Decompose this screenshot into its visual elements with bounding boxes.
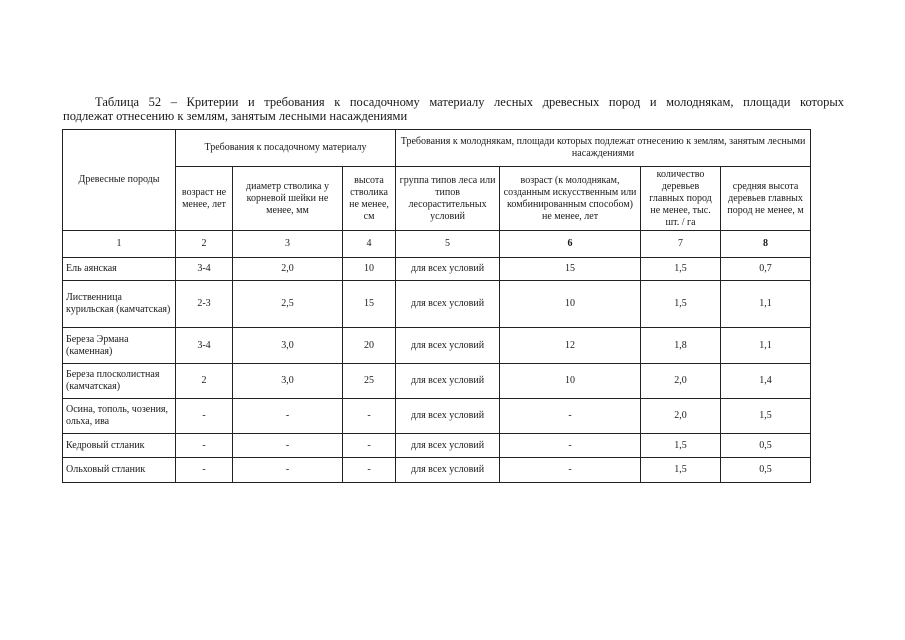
tree-count-cell: 1,5 [641,434,721,458]
header-species: Древесные породы [63,130,176,231]
column-number: 4 [343,231,396,258]
header-height: высота стволика не менее, см [343,167,396,231]
forest-type-cell: для всех условий [396,399,500,434]
young-age-cell: 10 [500,281,641,328]
forest-type-cell: для всех условий [396,434,500,458]
age-cell: - [176,399,233,434]
header-young-stands: Требования к молоднякам, площади которых подлежат отнесению к землям, занятым лесными насаждениями [396,130,811,167]
diameter-cell: 2,5 [233,281,343,328]
diameter-cell: - [233,399,343,434]
header-forest-type: группа типов леса или типов лесорастительных условий [396,167,500,231]
young-age-cell: - [500,458,641,483]
age-cell: 3-4 [176,328,233,364]
header-young-age: возраст (к молоднякам, созданным искусственным или комбинированным способом) не менее, лет [500,167,641,231]
header-planting-material: Требования к посадочному материалу [176,130,396,167]
avg-height-cell: 1,1 [721,281,811,328]
young-age-cell: - [500,399,641,434]
avg-height-cell: 1,4 [721,364,811,399]
table-row [63,328,811,364]
forest-type-cell: для всех условий [396,458,500,483]
column-number: 1 [63,231,176,258]
avg-height-cell: 0,7 [721,258,811,281]
age-cell: 3-4 [176,258,233,281]
height-cell: - [343,458,396,483]
tree-count-cell: 1,5 [641,458,721,483]
table-row [63,364,811,399]
forest-type-cell: для всех условий [396,328,500,364]
avg-height-cell: 1,1 [721,328,811,364]
species-cell: Ольховый стланик [63,458,176,483]
height-cell: 25 [343,364,396,399]
column-number: 3 [233,231,343,258]
table-row [63,281,811,328]
age-cell: 2-3 [176,281,233,328]
height-cell: - [343,434,396,458]
header-diameter: диаметр стволика у корневой шейки не менее, мм [233,167,343,231]
forest-type-cell: для всех условий [396,364,500,399]
avg-height-cell: 0,5 [721,458,811,483]
diameter-cell: - [233,458,343,483]
diameter-cell: 3,0 [233,328,343,364]
young-age-cell: - [500,434,641,458]
species-cell: Ель аянская [63,258,176,281]
column-number: 8 [721,231,811,258]
species-cell: Береза плосколистная (камчатская) [63,364,176,399]
age-cell: - [176,434,233,458]
table-caption [63,95,844,123]
species-cell: Кедровый стланик [63,434,176,458]
species-cell: Береза Эрмана (каменная) [63,328,176,364]
young-age-cell: 15 [500,258,641,281]
header-row-groups [63,130,811,167]
column-number: 5 [396,231,500,258]
diameter-cell: - [233,434,343,458]
height-cell: 20 [343,328,396,364]
column-number: 7 [641,231,721,258]
caption-line-1: Таблица 52 – Критерии и требования к посадочному материалу лесных древесных пород и молоднякам, площади которых [95,95,844,109]
tree-count-cell: 1,8 [641,328,721,364]
height-cell: 15 [343,281,396,328]
requirements-table [62,129,811,483]
header-avg-height: средняя высота деревьев главных пород не менее, м [721,167,811,231]
caption-line-2: подлежат отнесению к землям, занятым лесными насаждениями [63,109,408,123]
height-cell: - [343,399,396,434]
young-age-cell: 10 [500,364,641,399]
column-number: 2 [176,231,233,258]
tree-count-cell: 2,0 [641,364,721,399]
avg-height-cell: 0,5 [721,434,811,458]
tree-count-cell: 2,0 [641,399,721,434]
young-age-cell: 12 [500,328,641,364]
forest-type-cell: для всех условий [396,258,500,281]
column-number-row [63,231,811,258]
table-row [63,458,811,483]
species-cell: Осина, тополь, чозения, ольха, ива [63,399,176,434]
tree-count-cell: 1,5 [641,281,721,328]
avg-height-cell: 1,5 [721,399,811,434]
species-cell: Лиственница курильская (камчатская) [63,281,176,328]
age-cell: - [176,458,233,483]
table-row [63,399,811,434]
forest-type-cell: для всех условий [396,281,500,328]
tree-count-cell: 1,5 [641,258,721,281]
height-cell: 10 [343,258,396,281]
diameter-cell: 2,0 [233,258,343,281]
column-number: 6 [500,231,641,258]
header-row-sub [63,167,811,231]
age-cell: 2 [176,364,233,399]
table-row [63,434,811,458]
table-row [63,258,811,281]
header-tree-count: количество деревьев главных пород не менее, тыс. шт. / га [641,167,721,231]
diameter-cell: 3,0 [233,364,343,399]
header-age: возраст не менее, лет [176,167,233,231]
